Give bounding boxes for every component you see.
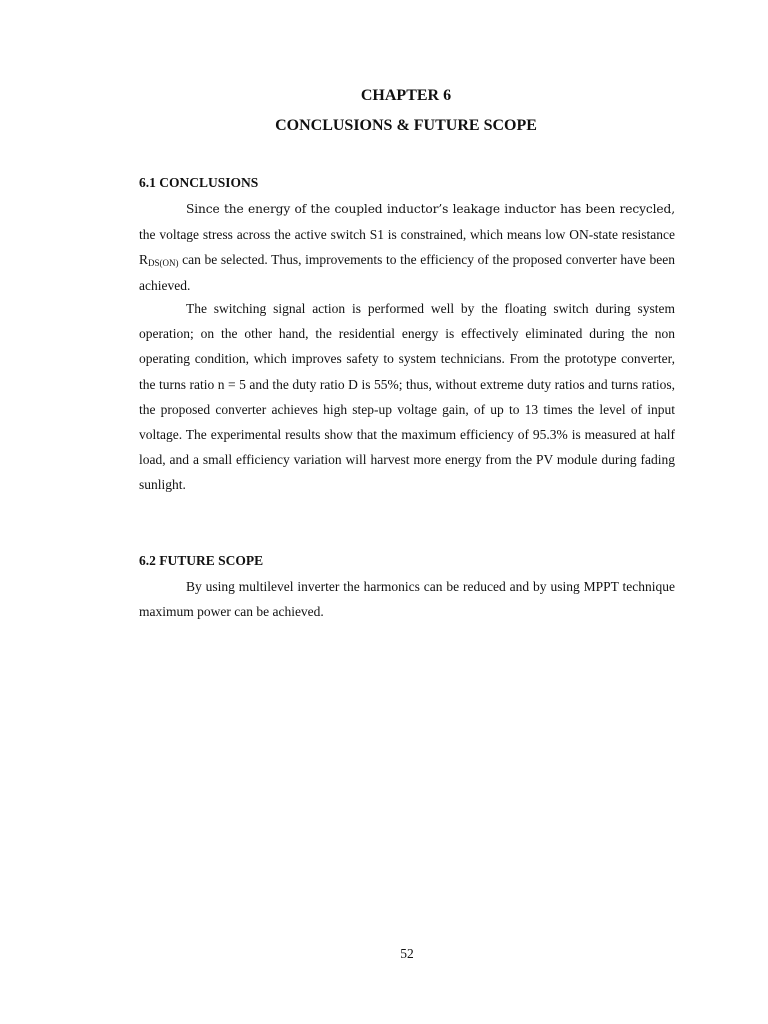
future-scope-paragraph-1-text: By using multilevel inverter the harmonics can be reduced and by using MPPT technique maximum power can be achieved. (139, 579, 675, 620)
section-heading-future-scope: 6.2 FUTURE SCOPE (139, 553, 264, 568)
chapter-number: CHAPTER 6 (360, 87, 452, 104)
conclusions-paragraph-1-body-a: the voltage stress across the active switch S1 is constrained, which means low ON-state resistance R (139, 227, 675, 268)
page-number: 52 (400, 946, 414, 961)
rds-on-subscript: DS(ON) (148, 258, 179, 269)
section-heading-conclusions: 6.1 CONCLUSIONS (139, 175, 259, 190)
conclusions-paragraph-2-text: The switching signal action is performed well by the floating switch during system operation; on the other hand, the residential energy is effectively eliminated during the non operating condition, which improves safety to system technicians. From the prototype converter, the turns ratio n = 5 and the duty ratio D is 55%; thus, without extreme duty ratios and turns ratios, the proposed converter achieves high step-up voltage gain, of up to 13 times the level of input voltage. The experimental results show that the maximum efficiency of 95.3% is measured at half load, and a small efficiency variation will harvest more energy from the PV module during fading sunlight. (139, 301, 675, 493)
conclusions-paragraph-1 (139, 196, 675, 298)
conclusions-paragraph-2 (139, 296, 675, 498)
conclusions-paragraph-1-body-b: can be selected. Thus, improvements to the efficiency of the proposed converter have been achieved. (139, 252, 675, 293)
conclusions-paragraph-1-lead: Since the energy of the coupled inductor’s leakage inductor has been recycled, (186, 202, 675, 216)
future-scope-paragraph-1 (139, 574, 675, 624)
chapter-title: CONCLUSIONS & FUTURE SCOPE (275, 117, 537, 134)
